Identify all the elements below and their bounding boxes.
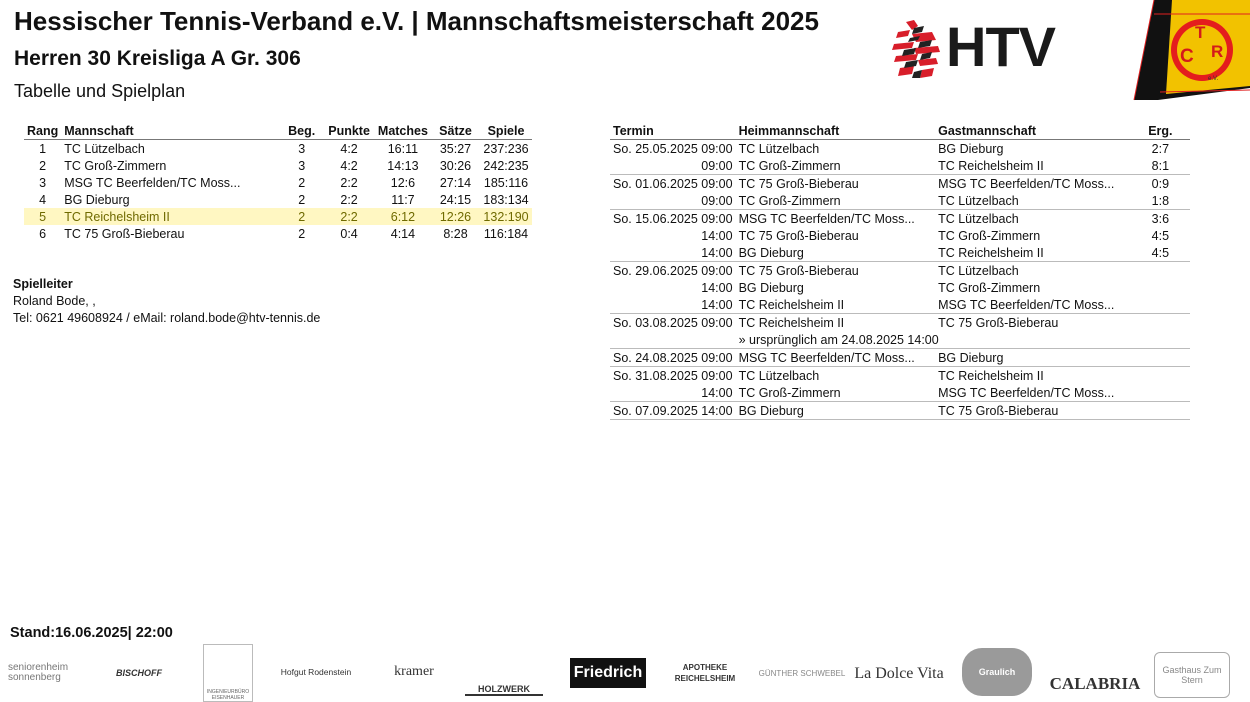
heim-team-link[interactable]: TC Reichelsheim II (736, 314, 936, 332)
beg-cell: 2 (280, 208, 323, 225)
match-row (610, 367, 1190, 385)
spiele-cell: 183:134 (483, 192, 529, 207)
punkte-cell: 2:2 (340, 175, 358, 190)
team-link[interactable]: TC Lützelbach (64, 141, 145, 156)
matches-cell: 11:7 (391, 192, 415, 207)
gast-team-link[interactable]: BG Dieburg (938, 141, 1004, 156)
gast-team-link[interactable]: MSG TC Beerfelden/TC Moss... (938, 385, 1115, 400)
beg-cell: 2 (298, 192, 306, 207)
matches-cell: 6:12 (375, 208, 431, 225)
contact-label: Spielleiter (13, 277, 73, 291)
beg-cell: 2 (298, 175, 306, 190)
sponsor-logo[interactable]: Gasthaus Zum Stern (1154, 652, 1230, 698)
standings-row (24, 140, 532, 158)
termin-cell: 14:00 (701, 280, 733, 295)
heim-team-link[interactable]: BG Dieburg (738, 280, 804, 295)
beg-cell: 3 (298, 158, 306, 173)
reschedule-note: » ursprünglich am 24.08.2025 14:00 (738, 332, 939, 347)
heim-team-link[interactable]: TC 75 Groß-Bieberau (736, 262, 936, 280)
result-cell (1131, 296, 1190, 314)
result-link[interactable]: 8:1 (1151, 158, 1170, 173)
rang-cell: 1 (39, 141, 47, 156)
heim-team-link[interactable]: TC 75 Groß-Bieberau (738, 228, 859, 243)
beg-cell: 3 (298, 141, 306, 156)
match-row (610, 192, 1190, 210)
spiele-cell: 116:184 (483, 226, 529, 241)
sponsor-logo[interactable]: BISCHOFF (116, 668, 162, 678)
termin-cell: 14:00 (701, 297, 733, 312)
standings-header-row (24, 122, 532, 140)
gast-team-link[interactable]: TC 75 Groß-Bieberau (935, 314, 1131, 332)
gast-team-link[interactable]: TC 75 Groß-Bieberau (935, 402, 1131, 420)
club-logo-letter-r: R (1211, 42, 1224, 61)
match-row (610, 140, 1190, 158)
contact-name: Roland Bode, , (13, 294, 96, 308)
contact-details[interactable]: Tel: 0621 49608924 / eMail: roland.bode@htv-tennis.de (13, 311, 321, 325)
league-subtitle: Herren 30 Kreisliga A Gr. 306 (14, 47, 301, 70)
section-heading: Tabelle und Spielplan (14, 81, 186, 101)
spiele-cell: 237:236 (483, 141, 529, 156)
col-saetze: Sätze (431, 122, 480, 140)
result-cell (1131, 331, 1190, 349)
col-termin: Termin (610, 122, 736, 140)
termin-cell: So. 15.06.2025 09:00 (610, 210, 736, 228)
gast-team-link[interactable]: TC Lützelbach (938, 193, 1019, 208)
col-beg: Beg. (280, 122, 323, 140)
gast-team-link[interactable]: TC Lützelbach (935, 210, 1131, 228)
sponsor-logo[interactable]: INGENIEURBÜRO EISENHAUER (203, 644, 253, 702)
standings-row (24, 191, 532, 208)
result-link[interactable]: 3:6 (1131, 210, 1190, 228)
matches-cell: 12:6 (390, 175, 416, 190)
club-logo-ev: e.V. (1208, 76, 1219, 82)
gast-team-link[interactable]: TC Lützelbach (935, 262, 1131, 280)
club-logo-letter-c: C (1180, 46, 1194, 67)
termin-cell: 09:00 (701, 158, 733, 173)
col-punkte: Punkte (323, 122, 375, 140)
club-logo-letter-t: T (1195, 23, 1206, 42)
matches-cell: 16:11 (387, 141, 419, 156)
heim-team-link[interactable]: TC Groß-Zimmern (738, 193, 841, 208)
match-row (610, 349, 1190, 367)
heim-team-link[interactable]: MSG TC Beerfelden/TC Moss... (736, 349, 936, 367)
sponsor-logo[interactable]: HOLZWERK (465, 650, 543, 696)
page-title: Hessischer Tennis-Verband e.V. | Mannschaftsmeisterschaft 2025 (14, 6, 819, 36)
rang-cell: 4 (39, 192, 47, 207)
col-matches: Matches (375, 122, 431, 140)
gast-team-link[interactable]: BG Dieburg (935, 349, 1131, 367)
sponsor-logo[interactable]: seniorenheim sonnenberg (8, 662, 69, 683)
col-erg: Erg. (1131, 122, 1190, 140)
termin-cell: So. 25.05.2025 09:00 (613, 141, 733, 156)
match-row (610, 296, 1190, 314)
match-row (610, 279, 1190, 296)
termin-cell: So. 07.09.2025 14:00 (610, 402, 736, 420)
standings-row (24, 225, 532, 242)
col-gast: Gastmannschaft (935, 122, 1131, 140)
spiele-cell: 185:116 (483, 175, 529, 190)
col-spiele: Spiele (480, 122, 532, 140)
beg-cell: 2 (298, 226, 306, 241)
sponsor-logo[interactable]: GÜNTHER SCHWEBEL (758, 668, 846, 678)
gast-team-link[interactable]: TC Reichelsheim II (938, 158, 1044, 173)
result-cell (1131, 314, 1190, 332)
team-link[interactable]: TC Groß-Zimmern (64, 158, 167, 173)
rang-cell: 3 (39, 175, 47, 190)
punkte-cell: 2:2 (323, 208, 375, 225)
punkte-cell: 0:4 (340, 226, 358, 241)
sponsor-logo[interactable]: Friedrich (570, 658, 646, 688)
result-cell (1131, 367, 1190, 385)
gast-team-link[interactable]: TC Reichelsheim II (938, 245, 1044, 260)
match-row (610, 402, 1190, 420)
match-row (610, 244, 1190, 262)
result-cell (1131, 384, 1190, 402)
schedule-table (610, 122, 1190, 420)
termin-cell: So. 24.08.2025 09:00 (610, 349, 736, 367)
sponsor-logo[interactable]: La Dolce Vita (854, 665, 944, 682)
standings-row-highlighted (24, 208, 532, 225)
gast-team-link[interactable]: TC Groß-Zimmern (938, 280, 1041, 295)
standings-row (24, 157, 532, 174)
col-mannschaft: Mannschaft (61, 122, 280, 140)
contact-block (13, 276, 320, 327)
punkte-cell: 2:2 (340, 192, 358, 207)
club-logo (1132, 0, 1250, 108)
matches-cell: 14:13 (387, 158, 419, 173)
rang-cell: 6 (39, 226, 47, 241)
saetze-cell: 12:26 (431, 208, 480, 225)
rang-cell: 5 (24, 208, 61, 225)
result-link[interactable]: 2:7 (1151, 141, 1170, 156)
match-row (610, 227, 1190, 244)
rang-cell: 2 (39, 158, 47, 173)
hessen-lion-icon (892, 18, 944, 80)
gast-team-link[interactable]: TC Reichelsheim II (935, 367, 1131, 385)
spiele-cell: 132:190 (480, 208, 532, 225)
last-updated: Stand:16.06.2025| 22:00 (10, 625, 173, 641)
punkte-cell: 4:2 (340, 158, 358, 173)
htv-logo (892, 15, 1107, 80)
heim-team-link[interactable]: TC Lützelbach (738, 141, 820, 156)
heim-team-link[interactable]: TC Lützelbach (736, 367, 936, 385)
termin-cell: So. 03.08.2025 09:00 (610, 314, 736, 332)
heim-team-link[interactable]: TC Reichelsheim II (738, 297, 845, 312)
saetze-cell: 35:27 (439, 141, 472, 156)
result-cell (1131, 349, 1190, 367)
match-row (610, 384, 1190, 402)
standings-row (24, 174, 532, 191)
reschedule-note-row (610, 331, 1190, 349)
spiele-cell: 242:235 (483, 158, 529, 173)
result-link[interactable]: 4:5 (1151, 245, 1170, 260)
termin-cell: 09:00 (701, 193, 733, 208)
heim-team-link[interactable]: BG Dieburg (736, 402, 936, 420)
heim-team-link[interactable]: TC Groß-Zimmern (738, 158, 841, 173)
saetze-cell: 27:14 (439, 175, 472, 190)
gast-team-link[interactable]: MSG TC Beerfelden/TC Moss... (938, 297, 1115, 312)
saetze-cell: 8:28 (443, 226, 468, 241)
saetze-cell: 24:15 (439, 192, 472, 207)
termin-cell: So. 31.08.2025 09:00 (610, 367, 736, 385)
heim-team-link[interactable]: BG Dieburg (738, 245, 804, 260)
match-row (610, 157, 1190, 175)
sponsor-logo[interactable]: CALABRIA (1049, 674, 1141, 693)
sponsor-logo[interactable]: Hofgut Rodenstein (280, 667, 352, 677)
heim-team-link[interactable]: TC 75 Groß-Bieberau (736, 175, 936, 193)
gast-team-link[interactable]: TC Groß-Zimmern (938, 228, 1041, 243)
htv-wordmark: HTV (946, 15, 1055, 78)
standings-table (24, 122, 532, 242)
result-cell (1131, 279, 1190, 296)
col-rang: Rang (24, 122, 61, 140)
match-row (610, 210, 1190, 228)
col-heim: Heimmannschaft (736, 122, 936, 140)
heim-team-link[interactable]: TC Groß-Zimmern (738, 385, 841, 400)
termin-cell: 14:00 (701, 385, 733, 400)
heim-team-link[interactable]: MSG TC Beerfelden/TC Moss... (736, 210, 936, 228)
sponsor-logo[interactable]: APOTHEKE REICHELSHEIM (674, 663, 736, 683)
match-row (610, 262, 1190, 280)
matches-cell: 4:14 (390, 226, 416, 241)
termin-cell (610, 331, 736, 349)
team-link[interactable]: BG Dieburg (64, 192, 130, 207)
schedule-header-row (610, 122, 1190, 140)
match-row (610, 175, 1190, 193)
result-link[interactable]: 4:5 (1151, 228, 1170, 243)
result-link[interactable]: 0:9 (1131, 175, 1190, 193)
sponsor-logo[interactable]: Graulich (962, 648, 1032, 696)
match-row (610, 314, 1190, 332)
result-link[interactable]: 1:8 (1151, 193, 1170, 208)
saetze-cell: 30:26 (439, 158, 472, 173)
team-link[interactable]: MSG TC Beerfelden/TC Moss... (64, 175, 241, 190)
termin-cell: So. 29.06.2025 09:00 (610, 262, 736, 280)
termin-cell: 14:00 (701, 245, 733, 260)
team-link[interactable]: TC Reichelsheim II (61, 208, 280, 225)
punkte-cell: 4:2 (340, 141, 358, 156)
sponsor-strip (0, 642, 1250, 701)
team-link[interactable]: TC 75 Groß-Bieberau (64, 226, 185, 241)
termin-cell: So. 01.06.2025 09:00 (610, 175, 736, 193)
sponsor-logo[interactable]: kramer (394, 664, 434, 679)
result-cell (1131, 402, 1190, 420)
gast-team-link[interactable]: MSG TC Beerfelden/TC Moss... (935, 175, 1131, 193)
result-cell (1131, 262, 1190, 280)
termin-cell: 14:00 (701, 228, 733, 243)
